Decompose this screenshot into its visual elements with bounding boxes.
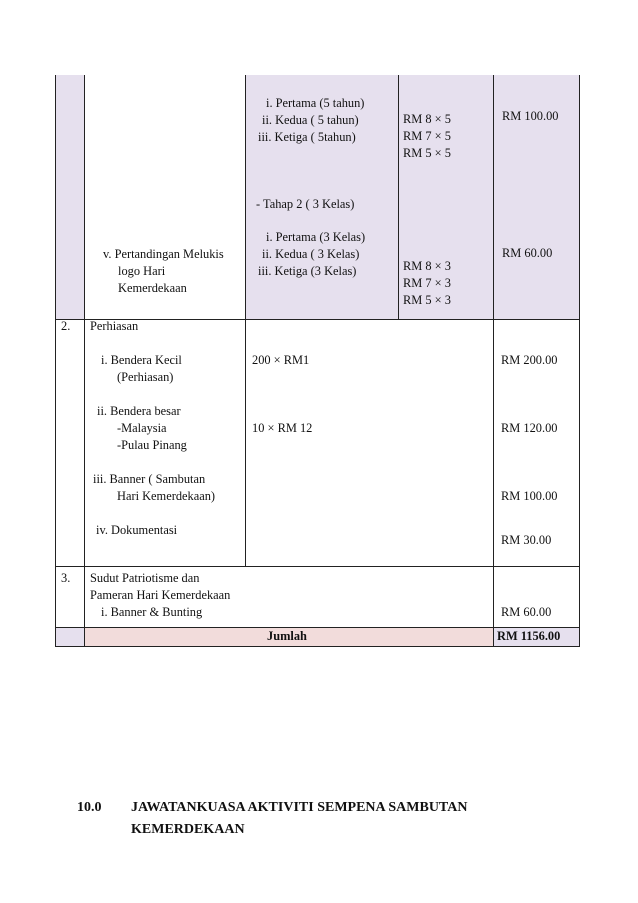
section-title-line-1: JAWATANKUASA AKTIVITI SEMPENA SAMBUTAN: [131, 800, 468, 815]
row2-total-iii: RM 100.00: [501, 489, 558, 503]
row2-item-i-line1: i. Bendera Kecil: [101, 353, 182, 367]
row3-number: 3.: [61, 571, 71, 585]
row2-title: Perhiasan: [90, 319, 139, 333]
row3-line-2: Pameran Hari Kemerdekaan: [90, 588, 231, 602]
tier1-calc-1: RM 8 × 5: [403, 112, 451, 126]
row2-total-ii: RM 120.00: [501, 421, 558, 435]
table-vline-no: [84, 75, 85, 647]
row2-number: 2.: [61, 319, 71, 333]
row3-line-3: i. Banner & Bunting: [101, 605, 203, 619]
table-hline-row2-bottom: [55, 566, 580, 567]
lavender-fill-jumlah-no: [55, 627, 84, 646]
tier1-total: RM 100.00: [502, 109, 559, 123]
row3-line-1: Sudut Patriotisme dan: [90, 571, 200, 585]
tier1-calc-2: RM 7 × 5: [403, 129, 451, 143]
row2-item-iii-line1: iii. Banner ( Sambutan: [93, 472, 206, 486]
table-vline-event: [245, 75, 246, 567]
tier2-heading: - Tahap 2 ( 3 Kelas): [256, 197, 355, 211]
row2-total-iv: RM 30.00: [501, 533, 552, 547]
jumlah-total: RM 1156.00: [497, 629, 561, 643]
table-vline-detail: [398, 75, 399, 320]
section-title-line-2: KEMERDEKAAN: [131, 822, 245, 837]
row2-total-i: RM 200.00: [501, 353, 558, 367]
event-v-line-3: Kemerdekaan: [118, 281, 187, 295]
row2-item-iv: iv. Dokumentasi: [96, 523, 178, 537]
event-v-line-1: v. Pertandingan Melukis: [103, 247, 224, 261]
tier2-item-3: iii. Ketiga (3 Kelas): [258, 264, 357, 278]
table-vline-calc: [493, 75, 494, 647]
row2-item-ii-line1: ii. Bendera besar: [97, 404, 181, 418]
section-number: 10.0: [77, 800, 102, 815]
tier1-calc-3: RM 5 × 5: [403, 146, 451, 160]
table-hline-table-bottom: [55, 646, 580, 647]
row2-item-ii-line3: -Pulau Pinang: [117, 438, 187, 452]
row2-calc-i: 200 × RM1: [252, 353, 310, 367]
tier1-item-3: iii. Ketiga ( 5tahun): [258, 130, 356, 144]
tier2-item-2: ii. Kedua ( 3 Kelas): [262, 247, 360, 261]
tier2-item-1: i. Pertama (3 Kelas): [266, 230, 366, 244]
tier1-item-1: i. Pertama (5 tahun): [266, 96, 365, 110]
row2-item-ii-line2: -Malaysia: [117, 421, 167, 435]
lavender-fill-no-col: [55, 75, 84, 320]
tier2-calc-3: RM 5 × 3: [403, 293, 451, 307]
row2-item-i-line2: (Perhiasan): [117, 370, 174, 384]
tier2-calc-2: RM 7 × 3: [403, 276, 451, 290]
event-v-line-2: logo Hari: [118, 264, 166, 278]
jumlah-label: Jumlah: [267, 629, 307, 643]
row2-item-iii-line2: Hari Kemerdekaan): [117, 489, 216, 503]
table-vline-left: [55, 75, 56, 647]
tier2-calc-1: RM 8 × 3: [403, 259, 451, 273]
tier2-total: RM 60.00: [502, 246, 553, 260]
tier1-item-2: ii. Kedua ( 5 tahun): [262, 113, 359, 127]
table-vline-right: [579, 75, 580, 647]
row2-calc-ii: 10 × RM 12: [252, 421, 313, 435]
row3-total: RM 60.00: [501, 605, 552, 619]
